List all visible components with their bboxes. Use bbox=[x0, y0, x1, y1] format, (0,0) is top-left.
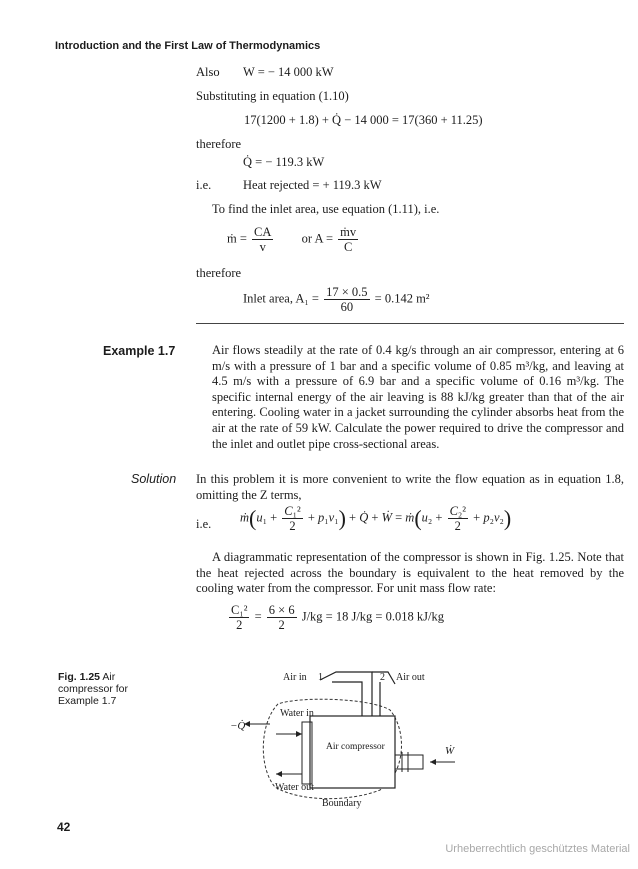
energy-equation: 17(1200 + 1.8) + Q̇ − 14 000 = 17(360 + 11.25) bbox=[244, 113, 483, 127]
example-text: Air flows steadily at the rate of 0.4 kg/s through an air compressor, entering at 6 m/s with a pressure of 1 bar and a specific volume of 0.85 m³/kg, and leaving at 4.5 m/s with a pressure of 6.9 bar and a specific volume of 0.16 m³/kg. The specific internal energy of the air leaving is 88 kJ/kg greater than that of the air entering. Cooling water in a jacket surrounding the cylinder absorbs heat from the air at the rate of 59 kW. Calculate the power required to drive the compressor and the inlet and outlet pipe cross-sectional areas. bbox=[212, 343, 624, 451]
inlet-denominator: 60 bbox=[340, 300, 354, 314]
mdot-lhs: ṁ = bbox=[227, 231, 247, 246]
compressor-box bbox=[310, 716, 395, 788]
c1-sq-fraction: $\frac{\text{C₁²}}{2}$ bbox=[284, 504, 301, 533]
section-divider bbox=[196, 323, 624, 324]
running-header: Introduction and the First Law of Thermodynamics bbox=[55, 40, 321, 52]
page-number: 42 bbox=[57, 820, 71, 834]
ie-label-2: i.e. bbox=[196, 517, 212, 531]
water-in-arrowhead bbox=[296, 731, 302, 737]
therefore-1: therefore bbox=[196, 137, 242, 151]
boundary-label: Boundary bbox=[322, 798, 362, 809]
work-equation: W = − 14 000 kW bbox=[243, 65, 334, 79]
mv-over-c-fraction bbox=[338, 225, 358, 254]
substituting-line: Substituting in equation (1.10) bbox=[196, 89, 349, 103]
ke-equals: = bbox=[254, 609, 262, 624]
compressor-label: Air compressor bbox=[326, 742, 385, 752]
ke-fraction-1 bbox=[229, 603, 249, 632]
ke-fraction-2 bbox=[267, 603, 297, 632]
ke-numerator-2: 6 × 6 bbox=[268, 603, 295, 617]
ca-over-v-fraction bbox=[252, 225, 273, 254]
c-denominator: C bbox=[343, 240, 353, 254]
mv-numerator: ṁv bbox=[340, 225, 357, 239]
figure-number: Fig. 1.25 bbox=[58, 671, 101, 683]
ke-denominator-2: 2 bbox=[278, 618, 285, 632]
inlet-pipe bbox=[320, 672, 372, 716]
flow-equation: ṁ(u₁ + $\frac{\text{C₁²}}{2}$ + p₁v₁) + Q̇ + Ẇ = ṁ(u₂ + $\frac{\text{C₂²}}{2}$ + p₂v₂) bbox=[240, 504, 512, 533]
state-1-label: 1 bbox=[318, 672, 323, 683]
v-denominator: v bbox=[259, 240, 266, 254]
heat-label: −Q̇ bbox=[230, 720, 246, 732]
kinetic-energy-equation bbox=[227, 603, 444, 632]
heat-equation: Q̇ = − 119.3 kW bbox=[243, 155, 325, 169]
ke-numerator-1: C₁² bbox=[231, 603, 248, 617]
diagram-paragraph: A diagrammatic representation of the compressor is shown in Fig. 1.25. Note that the heat rejected across the boundary is equivalent to the heat removed by the cooling water from the compressor. For unit mass flow rate: bbox=[196, 550, 624, 596]
inlet-fraction bbox=[324, 285, 369, 314]
work-label: Ẇ bbox=[445, 745, 455, 757]
figure-caption bbox=[58, 671, 148, 707]
mass-flow-formula bbox=[227, 225, 360, 254]
inlet-numerator: 17 × 0.5 bbox=[326, 285, 368, 299]
air-out-label: Air out bbox=[396, 672, 425, 683]
ke-denominator-1: 2 bbox=[236, 618, 243, 632]
state-2-label: 2 bbox=[380, 672, 385, 683]
solution-label: Solution bbox=[131, 472, 177, 486]
ca-numerator: CA bbox=[254, 225, 272, 239]
solution-intro: In this problem it is more convenient to write the flow equation as in equation 1.8, omitting the Z terms, bbox=[196, 472, 624, 502]
also-label: Also bbox=[196, 65, 220, 79]
therefore-2: therefore bbox=[196, 266, 242, 280]
inlet-rhs: = 0.142 m² bbox=[374, 291, 430, 306]
or-a-label: or A = bbox=[301, 231, 334, 246]
inlet-area-intro: To find the inlet area, use equation (1.11), i.e. bbox=[212, 202, 440, 216]
figure-caption-text: Air compressor for Example 1.7 bbox=[58, 671, 129, 707]
water-out-label: Water out bbox=[275, 782, 314, 793]
ie-label-1: i.e. bbox=[196, 178, 212, 192]
example-label: Example 1.7 bbox=[103, 344, 176, 358]
compressor-diagram bbox=[230, 662, 470, 812]
work-arrowhead bbox=[430, 759, 436, 765]
water-out-arrowhead bbox=[276, 771, 282, 777]
water-in-label: Water in bbox=[280, 708, 314, 719]
copyright-watermark: Urheberrechtlich geschütztes Material bbox=[445, 843, 630, 855]
inlet-lhs: Inlet area, A₁ = bbox=[243, 291, 319, 306]
heat-rejected-equation: Heat rejected = + 119.3 kW bbox=[243, 178, 382, 192]
inlet-area-equation bbox=[243, 285, 430, 314]
air-in-label: Air in bbox=[283, 672, 307, 683]
c2-sq-fraction: $\frac{\text{C₂²}}{2}$ bbox=[449, 504, 467, 533]
inlet-pipe-inner bbox=[332, 682, 362, 716]
ke-rhs: J/kg = 18 J/kg = 0.018 kJ/kg bbox=[301, 609, 444, 624]
